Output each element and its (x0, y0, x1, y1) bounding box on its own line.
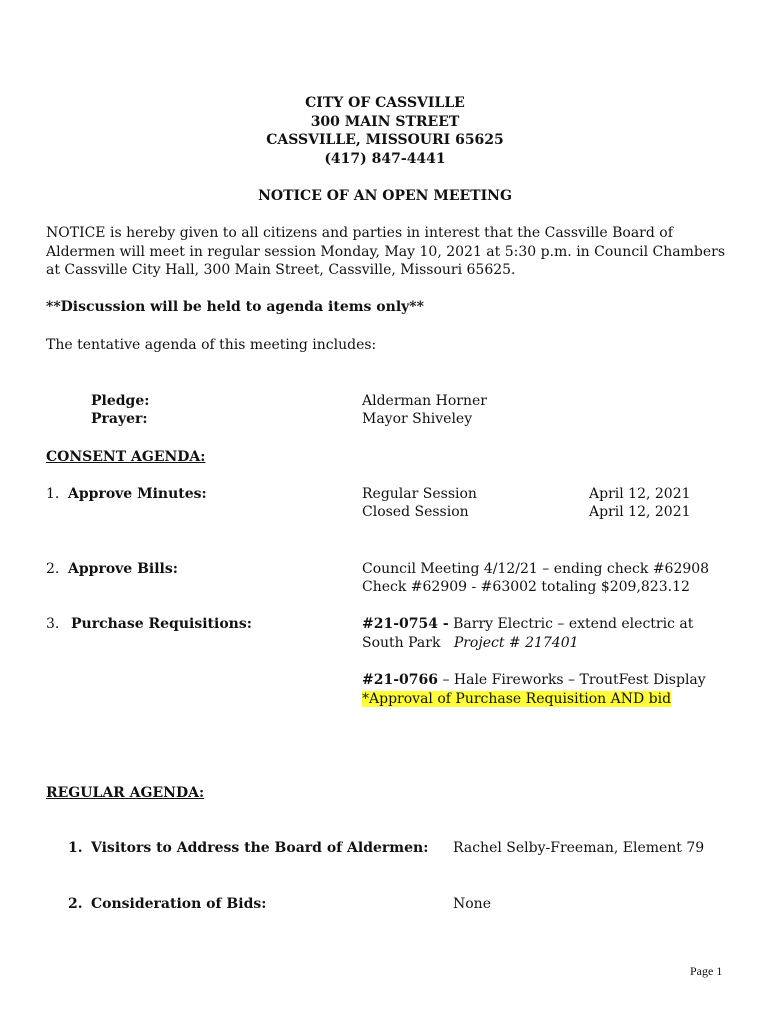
discussion-note: **Discussion will be held to agenda items only** (46, 299, 424, 315)
header-city-state: CASSVILLE, MISSOURI 65625 (266, 132, 504, 148)
notice-line-1: NOTICE is hereby given to all citizens and parties in interest that the Cassville Board of (46, 225, 673, 241)
regular-item-value: None (453, 896, 491, 912)
page-number: Page 1 (690, 964, 723, 978)
notice-line-2: Aldermen will meet in regular session Monday, May 10, 2021 at 5:30 p.m. in Council Chambers (46, 244, 726, 260)
minutes-regular-session: Regular Session (362, 486, 477, 502)
regular-item-label: Consideration of Bids: (91, 896, 267, 912)
consent-agenda-heading: CONSENT AGENDA: (46, 449, 206, 465)
minutes-regular-date: April 12, 2021 (589, 486, 691, 502)
consent-item-label: Approve Minutes: (68, 486, 207, 502)
requisition-text: Barry Electric – extend electric at (448, 616, 694, 632)
prayer-label: Prayer: (91, 411, 148, 427)
consent-item-label: Approve Bills: (68, 561, 178, 577)
header-phone: (417) 847-4441 (324, 151, 446, 167)
consent-item-number: 3. (46, 616, 60, 632)
requisition-number: #21-0754 - (362, 616, 449, 632)
header-city: CITY OF CASSVILLE (305, 95, 465, 111)
header-street: 300 MAIN STREET (310, 114, 460, 130)
requisition-text: – Hale Fireworks – TroutFest Display (438, 672, 706, 688)
notice-line-3: at Cassville City Hall, 300 Main Street, Cassville, Missouri 65625. (46, 262, 516, 278)
regular-item-value: Rachel Selby-Freeman, Element 79 (453, 840, 705, 856)
requisition-1 (362, 615, 693, 634)
consent-item-number: 2. (46, 561, 60, 577)
bills-line-1: Council Meeting 4/12/21 – ending check #62908 (362, 561, 710, 577)
minutes-closed-session: Closed Session (362, 504, 469, 520)
notice-title: NOTICE OF AN OPEN MEETING (258, 188, 512, 204)
consent-item-number: 1. (46, 486, 60, 502)
prayer-value: Mayor Shiveley (362, 411, 473, 427)
requisition-number: #21-0766 (362, 672, 438, 688)
agenda-intro: The tentative agenda of this meeting includes: (46, 337, 377, 353)
minutes-closed-date: April 12, 2021 (589, 504, 691, 520)
regular-item-number: 1. (68, 840, 83, 856)
requisition-1-line-2 (362, 634, 579, 653)
pledge-value: Alderman Horner (362, 393, 487, 409)
requisition-project: Project # 217401 (453, 635, 579, 651)
consent-item-label: Purchase Requisitions: (71, 616, 252, 632)
regular-item-label: Visitors to Address the Board of Aldermen: (91, 840, 429, 856)
bills-line-2: Check #62909 - #63002 totaling $209,823.12 (362, 579, 690, 595)
requisition-2-approval (362, 690, 671, 709)
pledge-label: Pledge: (91, 393, 150, 409)
requisition-2 (362, 671, 706, 690)
regular-agenda-heading: REGULAR AGENDA: (46, 785, 205, 801)
approval-highlight: *Approval of Purchase Requisition AND bid (362, 691, 672, 707)
regular-item-number: 2. (68, 896, 83, 912)
requisition-location: South Park (362, 635, 441, 651)
